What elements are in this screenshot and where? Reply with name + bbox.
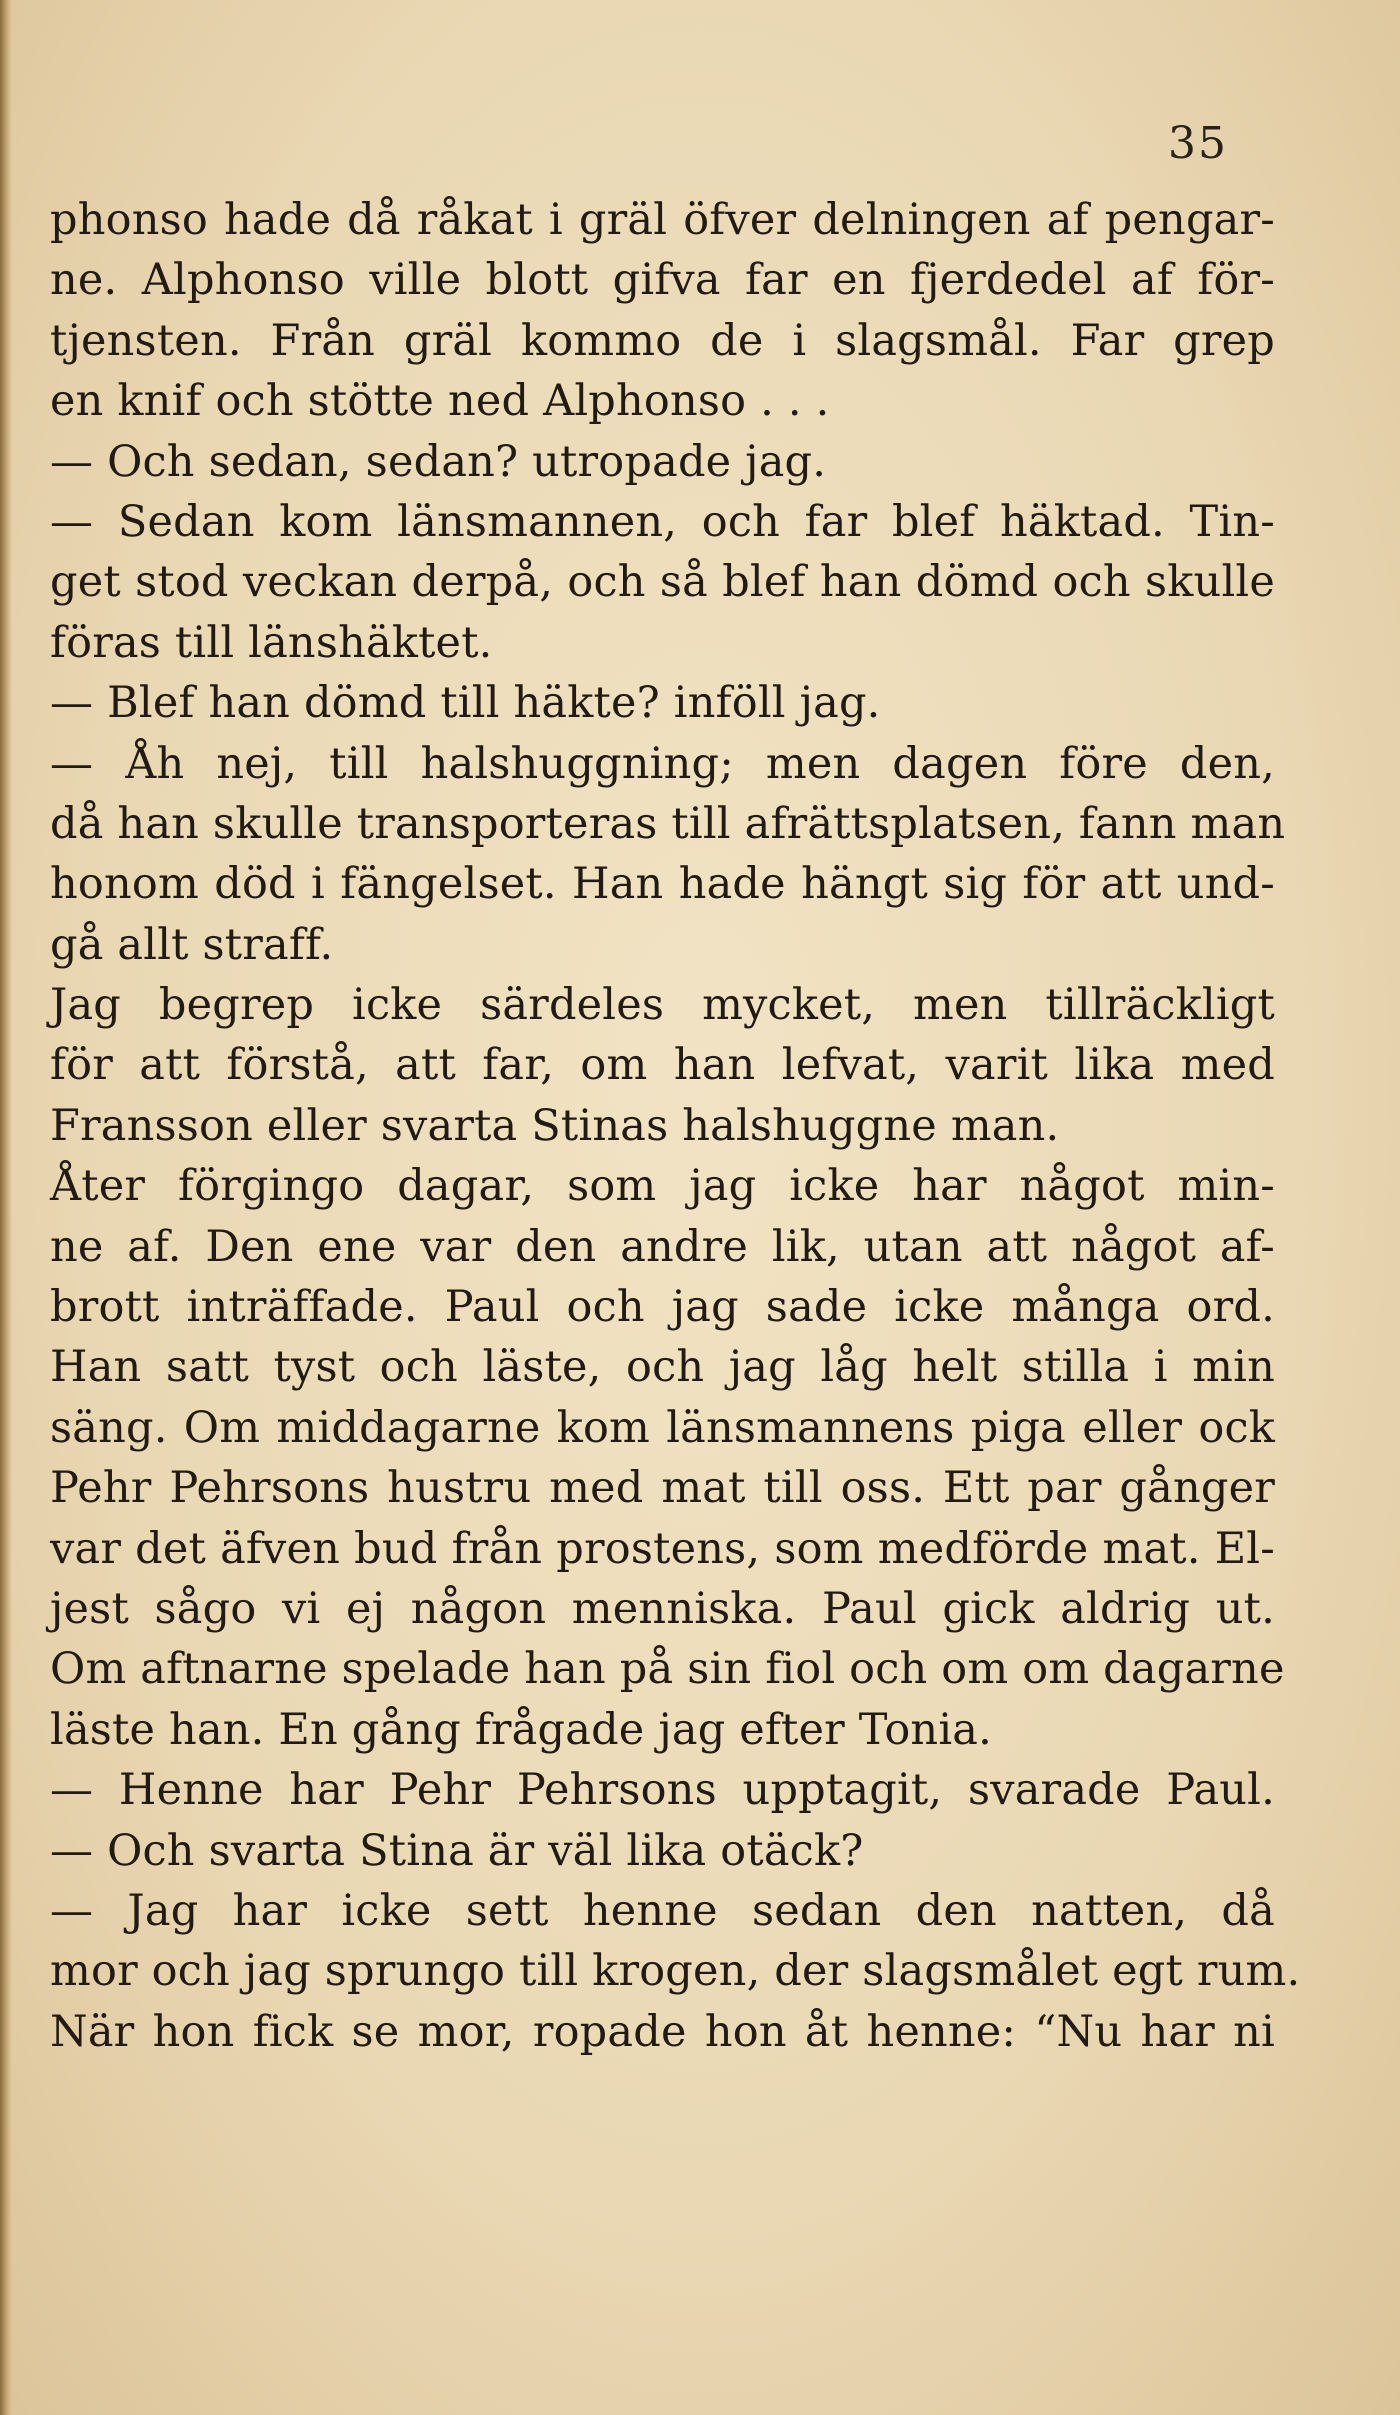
text-line: Han satt tyst och läste, och jag låg helt stilla i min <box>50 1342 1275 1393</box>
text-line: föras till länshäktet. <box>50 617 493 668</box>
text-line: då han skulle transporteras till afrättsplatsen, fann man <box>50 798 1286 849</box>
text-line: Pehr Pehrsons hustru med mat till oss. Ett par gånger <box>50 1463 1275 1514</box>
text-line: — Och sedan, sedan? utropade jag. <box>50 436 827 487</box>
text-line: för att förstå, att far, om han lefvat, varit lika med <box>50 1040 1275 1091</box>
text-line: honom död i fängelset. Han hade hängt sig för att und- <box>50 859 1275 910</box>
text-line: mor och jag sprungo till krogen, der slagsmålet egt rum. <box>50 1946 1301 1997</box>
text-line: en knif och stötte ned Alphonso . . . <box>50 376 830 427</box>
text-line: — Och svarta Stina är väl lika otäck? <box>50 1825 864 1876</box>
text-line: läste han. En gång frågade jag efter Tonia. <box>50 1704 992 1755</box>
text-line: säng. Om middagarne kom länsmannens piga eller ock <box>50 1402 1275 1453</box>
body-text <box>50 190 1301 2062</box>
text-line: — Blef han dömd till häkte? inföll jag. <box>50 678 881 729</box>
text-line: — Henne har Pehr Pehrsons upptagit, svarade Paul. <box>50 1765 1275 1816</box>
text-line: — Jag har icke sett henne sedan den natten, då <box>50 1885 1275 1936</box>
text-line: ne. Alphonso ville blott gifva far en fjerdedel af för- <box>50 255 1275 306</box>
text-line: brott inträffade. Paul och jag sade icke många ord. <box>50 1282 1275 1333</box>
text-line: Jag begrep icke särdeles mycket, men tillräckligt <box>50 980 1275 1031</box>
text-line: gå allt straff. <box>50 919 334 970</box>
text-line: — Åh nej, till halshuggning; men dagen före den, <box>50 738 1275 789</box>
page-number: 35 <box>1168 118 1228 169</box>
text-line: var det äfven bud från prostens, som medförde mat. El- <box>50 1523 1275 1574</box>
text-line: tjensten. Från gräl kommo de i slagsmål. Far grep <box>50 315 1275 366</box>
text-line: jest sågo vi ej någon menniska. Paul gick aldrig ut. <box>50 1583 1275 1634</box>
text-line: När hon fick se mor, ropade hon åt henne: “Nu har ni <box>50 2006 1275 2057</box>
text-line: ne af. Den ene var den andre lik, utan att något af- <box>50 1221 1275 1272</box>
text-line: Om aftnarne spelade han på sin fiol och om om dagarne <box>50 1644 1285 1695</box>
text-line: Fransson eller svarta Stinas halshuggne man. <box>50 1100 1060 1151</box>
text-line: — Sedan kom länsmannen, och far blef häktad. Tin- <box>50 496 1275 547</box>
text-line: get stod veckan derpå, och så blef han dömd och skulle <box>50 557 1275 608</box>
text-line: Åter förgingo dagar, som jag icke har något min- <box>50 1161 1275 1212</box>
text-line: phonso hade då råkat i gräl öfver delningen af pengar- <box>50 195 1275 245</box>
